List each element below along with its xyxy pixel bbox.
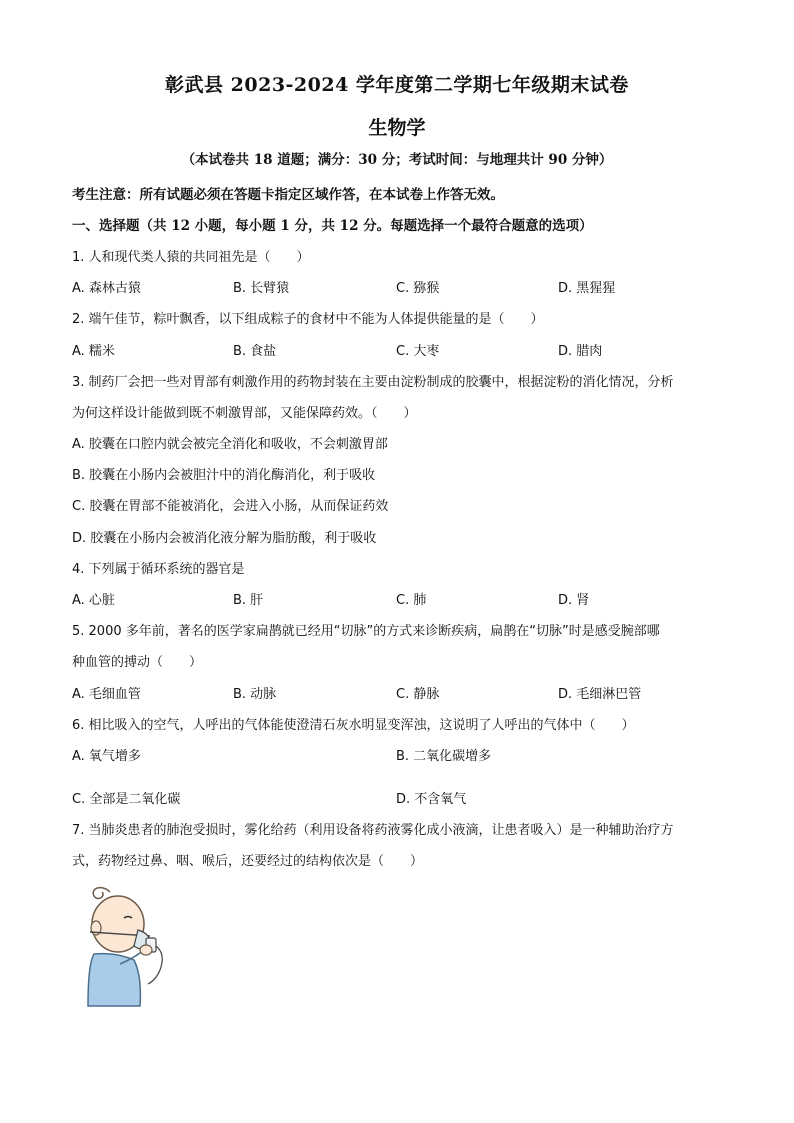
option-d: D. 腊肉 — [558, 344, 603, 359]
question-stem: 4. 下列属于循环系统的器官是 — [72, 562, 245, 577]
exam-info: （本试卷共 18 道题；满分：30 分；考试时间：与地理共计 90 分钟） — [181, 152, 613, 168]
notice: 考生注意：所有试题必须在答题卡指定区域作答，在本试卷上作答无效。 — [72, 187, 504, 203]
question-stem-cont: 为何这样设计能做到既不刺激胃部，又能保障药效。（ ） — [72, 406, 417, 421]
question-stem: 2. 端午佳节，粽叶飘香，以下组成粽子的食材中不能为人体提供能量的是（ ） — [72, 312, 544, 327]
question-stem: 1. 人和现代类人猿的共同祖先是（ ） — [72, 250, 310, 265]
subject-title: 生物学 — [368, 117, 426, 139]
nebulizer-patient-illustration — [80, 880, 176, 1010]
option-a: A. 糯米 — [72, 344, 115, 359]
question-stem-cont: 种血管的搏动（ ） — [72, 655, 203, 670]
option-b: B. 胶囊在小肠内会被胆汁中的消化酶消化，利于吸收 — [72, 468, 376, 483]
question-stem: 5. 2000 多年前，著名的医学家扁鹊就已经用“切脉”的方式来诊断疾病，扁鹊在“切脉”时是感受腕部哪 — [72, 624, 660, 639]
option-a: A. 胶囊在口腔内就会被完全消化和吸收，不会刺激胃部 — [72, 437, 388, 452]
option-b: B. 食盐 — [233, 344, 277, 359]
option-b: B. 动脉 — [233, 687, 277, 702]
option-c: C. 胶囊在胃部不能被消化，会进入小肠，从而保证药效 — [72, 499, 389, 514]
option-a: A. 毛细血管 — [72, 687, 141, 702]
option-d: D. 黑猩猩 — [558, 281, 616, 296]
option-c: C. 静脉 — [396, 687, 440, 702]
option-d: D. 肾 — [558, 593, 590, 608]
option-c: C. 大枣 — [396, 344, 440, 359]
option-d: D. 胶囊在小肠内会被消化液分解为脂肪酸，利于吸收 — [72, 531, 377, 546]
option-c: C. 全部是二氧化碳 — [72, 792, 181, 807]
option-a: A. 森林古猿 — [72, 281, 141, 296]
question-stem-cont: 式，药物经过鼻、咽、喉后，还要经过的结构依次是（ ） — [72, 854, 424, 869]
section-heading: 一、选择题（共 12 小题，每小题 1 分，共 12 分。每题选择一个最符合题意的选项） — [72, 218, 593, 234]
exam-title: 彰武县 2023-2024 学年度第二学期七年级期末试卷 — [165, 74, 629, 96]
option-a: A. 心脏 — [72, 593, 115, 608]
question-stem: 6. 相比吸入的空气，人呼出的气体能使澄清石灰水明显变浑浊，这说明了人呼出的气体中（ ） — [72, 718, 635, 733]
option-c: C. 猕猴 — [396, 281, 440, 296]
option-d: D. 毛细淋巴管 — [558, 687, 642, 702]
option-b: B. 长臂猿 — [233, 281, 290, 296]
option-a: A. 氧气增多 — [72, 749, 141, 764]
question-stem: 3. 制药厂会把一些对胃部有刺激作用的药物封装在主要由淀粉制成的胶囊中，根据淀粉的消化情况，分析 — [72, 375, 674, 390]
option-b: B. 二氧化碳增多 — [396, 749, 492, 764]
option-d: D. 不含氧气 — [396, 792, 467, 807]
option-c: C. 肺 — [396, 593, 427, 608]
option-b: B. 肝 — [233, 593, 264, 608]
question-stem: 7. 当肺炎患者的肺泡受损时，雾化给药（利用设备将药液雾化成小液滴，让患者吸入）是一种辅助治疗方 — [72, 823, 674, 838]
